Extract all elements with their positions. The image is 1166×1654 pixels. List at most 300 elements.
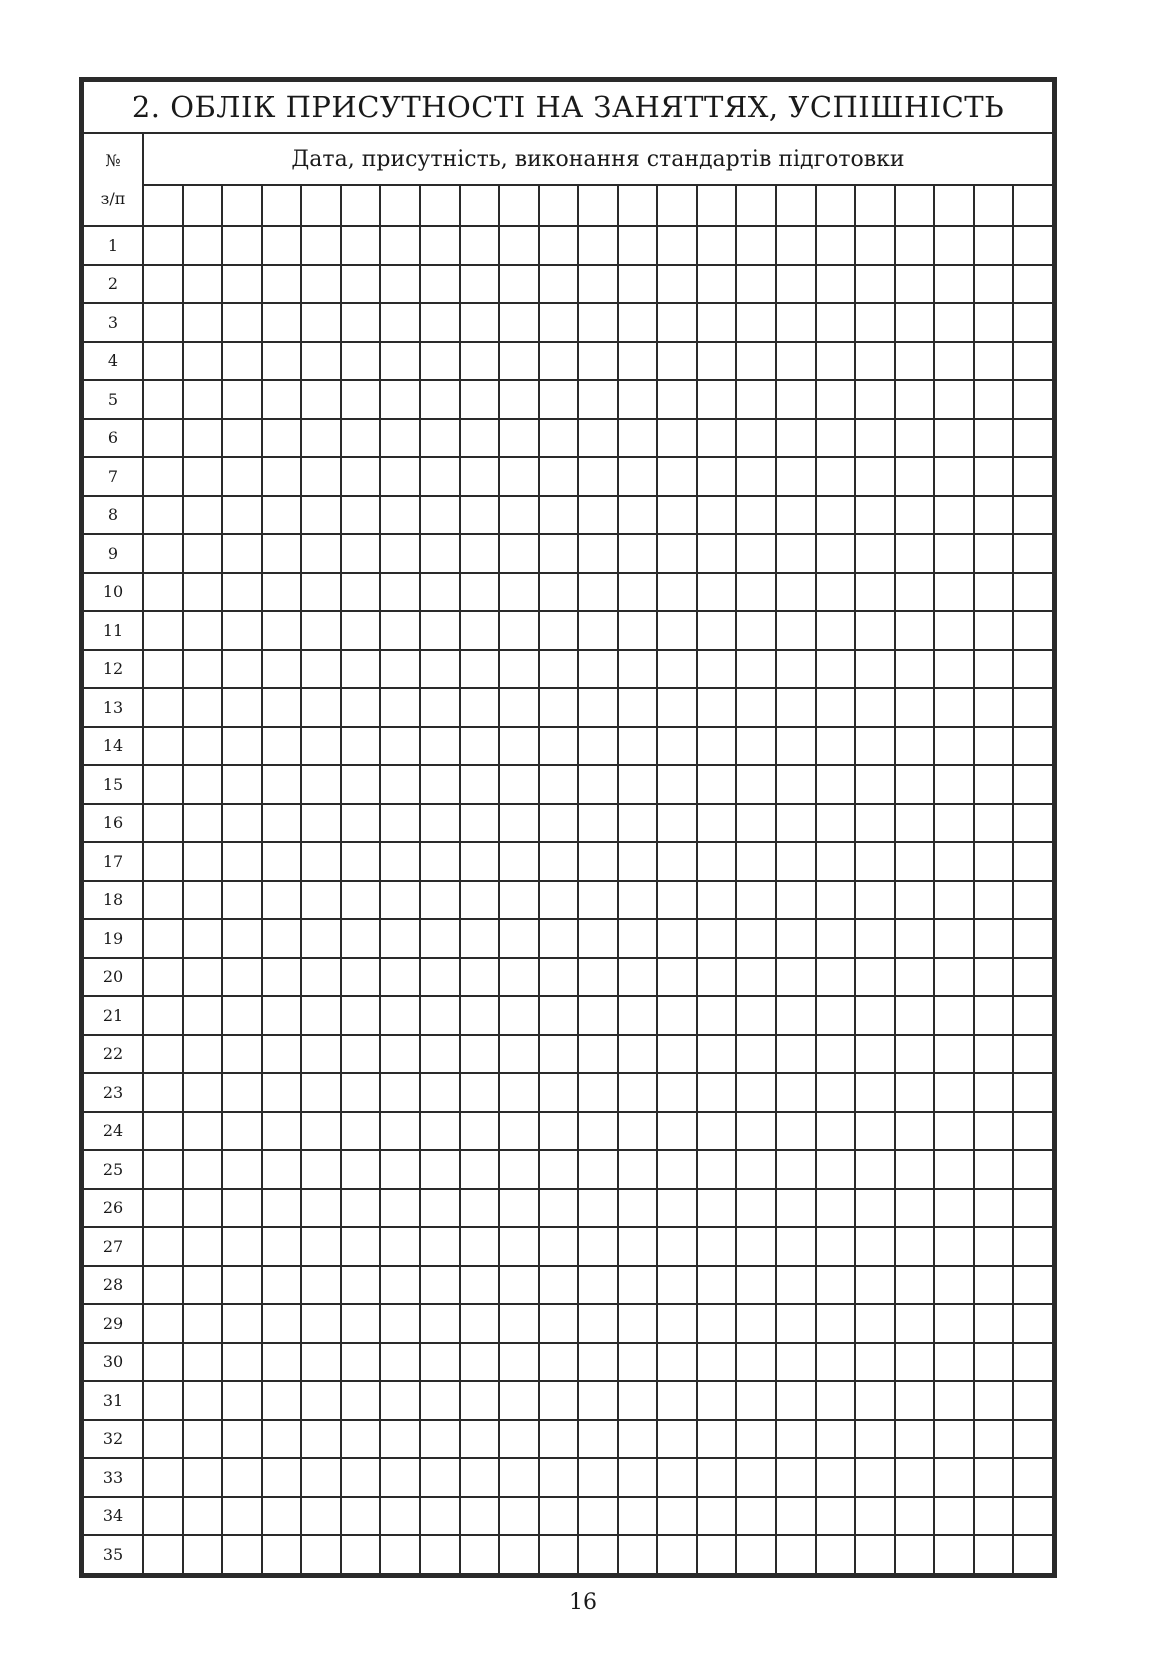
grid-cell[interactable]	[380, 958, 420, 997]
grid-cell[interactable]	[460, 765, 500, 804]
grid-cell[interactable]	[499, 1035, 539, 1074]
grid-cell[interactable]	[934, 996, 974, 1035]
grid-cell[interactable]	[974, 573, 1014, 612]
grid-cell[interactable]	[1013, 419, 1053, 458]
grid-cell[interactable]	[618, 842, 658, 881]
grid-cell[interactable]	[1013, 1381, 1053, 1420]
grid-cell[interactable]	[934, 765, 974, 804]
grid-cell[interactable]	[895, 496, 935, 535]
grid-cell[interactable]	[816, 1458, 856, 1497]
grid-cell[interactable]	[183, 1458, 223, 1497]
grid-cell[interactable]	[301, 496, 341, 535]
grid-cell[interactable]	[776, 650, 816, 689]
grid-cell[interactable]	[736, 958, 776, 997]
grid-cell[interactable]	[895, 1227, 935, 1266]
grid-cell[interactable]	[697, 380, 737, 419]
grid-cell[interactable]	[143, 765, 183, 804]
grid-cell[interactable]	[460, 534, 500, 573]
grid-cell[interactable]	[262, 1458, 302, 1497]
grid-cell[interactable]	[855, 1035, 895, 1074]
grid-cell[interactable]	[460, 1035, 500, 1074]
grid-cell[interactable]	[776, 688, 816, 727]
grid-cell[interactable]	[697, 1304, 737, 1343]
grid-cell[interactable]	[539, 1304, 579, 1343]
grid-cell[interactable]	[143, 496, 183, 535]
grid-cell[interactable]	[539, 804, 579, 843]
grid-cell[interactable]	[657, 303, 697, 342]
grid-cell[interactable]	[460, 226, 500, 265]
grid-cell[interactable]	[301, 1458, 341, 1497]
grid-cell[interactable]	[776, 303, 816, 342]
grid-cell[interactable]	[816, 1035, 856, 1074]
grid-cell[interactable]	[341, 650, 381, 689]
grid-cell[interactable]	[578, 650, 618, 689]
grid-cell[interactable]	[855, 1497, 895, 1536]
grid-cell[interactable]	[301, 1535, 341, 1574]
grid-cell[interactable]	[143, 611, 183, 650]
grid-cell[interactable]	[736, 727, 776, 766]
grid-cell[interactable]	[578, 881, 618, 920]
grid-cell[interactable]	[895, 919, 935, 958]
grid-cell[interactable]	[697, 1381, 737, 1420]
grid-cell[interactable]	[301, 1304, 341, 1343]
grid-cell[interactable]	[1013, 496, 1053, 535]
grid-cell[interactable]	[776, 1458, 816, 1497]
grid-cell[interactable]	[934, 1112, 974, 1151]
grid-cell[interactable]	[460, 380, 500, 419]
grid-cell[interactable]	[143, 1535, 183, 1574]
grid-cell[interactable]	[420, 573, 460, 612]
grid-cell[interactable]	[855, 688, 895, 727]
grid-cell[interactable]	[1013, 1227, 1053, 1266]
grid-cell[interactable]	[143, 650, 183, 689]
grid-cell[interactable]	[974, 1458, 1014, 1497]
grid-cell[interactable]	[578, 1035, 618, 1074]
grid-cell[interactable]	[262, 1150, 302, 1189]
grid-cell[interactable]	[301, 1150, 341, 1189]
grid-cell[interactable]	[736, 265, 776, 304]
date-cell[interactable]	[460, 185, 500, 226]
grid-cell[interactable]	[816, 1497, 856, 1536]
grid-cell[interactable]	[816, 842, 856, 881]
grid-cell[interactable]	[934, 958, 974, 997]
grid-cell[interactable]	[974, 1150, 1014, 1189]
grid-cell[interactable]	[380, 996, 420, 1035]
grid-cell[interactable]	[974, 958, 1014, 997]
date-cell[interactable]	[262, 185, 302, 226]
grid-cell[interactable]	[1013, 342, 1053, 381]
grid-cell[interactable]	[183, 1343, 223, 1382]
grid-cell[interactable]	[420, 1420, 460, 1459]
grid-cell[interactable]	[816, 1073, 856, 1112]
grid-cell[interactable]	[420, 958, 460, 997]
grid-cell[interactable]	[341, 342, 381, 381]
grid-cell[interactable]	[460, 842, 500, 881]
grid-cell[interactable]	[420, 1035, 460, 1074]
grid-cell[interactable]	[855, 303, 895, 342]
grid-cell[interactable]	[341, 573, 381, 612]
grid-cell[interactable]	[499, 650, 539, 689]
grid-cell[interactable]	[697, 573, 737, 612]
grid-cell[interactable]	[143, 419, 183, 458]
grid-cell[interactable]	[262, 1227, 302, 1266]
grid-cell[interactable]	[420, 534, 460, 573]
grid-cell[interactable]	[341, 842, 381, 881]
grid-cell[interactable]	[618, 419, 658, 458]
grid-cell[interactable]	[341, 1458, 381, 1497]
grid-cell[interactable]	[183, 496, 223, 535]
grid-cell[interactable]	[222, 1189, 262, 1228]
grid-cell[interactable]	[262, 419, 302, 458]
date-cell[interactable]	[301, 185, 341, 226]
grid-cell[interactable]	[697, 804, 737, 843]
grid-cell[interactable]	[855, 419, 895, 458]
grid-cell[interactable]	[578, 1150, 618, 1189]
grid-cell[interactable]	[341, 727, 381, 766]
grid-cell[interactable]	[934, 534, 974, 573]
grid-cell[interactable]	[380, 457, 420, 496]
grid-cell[interactable]	[776, 419, 816, 458]
grid-cell[interactable]	[657, 919, 697, 958]
grid-cell[interactable]	[657, 765, 697, 804]
grid-cell[interactable]	[539, 688, 579, 727]
grid-cell[interactable]	[736, 496, 776, 535]
grid-cell[interactable]	[578, 727, 618, 766]
grid-cell[interactable]	[262, 881, 302, 920]
grid-cell[interactable]	[341, 919, 381, 958]
grid-cell[interactable]	[618, 1458, 658, 1497]
grid-cell[interactable]	[855, 1227, 895, 1266]
grid-cell[interactable]	[460, 1458, 500, 1497]
grid-cell[interactable]	[895, 958, 935, 997]
grid-cell[interactable]	[578, 1227, 618, 1266]
grid-cell[interactable]	[816, 303, 856, 342]
grid-cell[interactable]	[895, 1381, 935, 1420]
grid-cell[interactable]	[262, 573, 302, 612]
grid-cell[interactable]	[460, 1227, 500, 1266]
grid-cell[interactable]	[816, 1420, 856, 1459]
grid-cell[interactable]	[657, 842, 697, 881]
grid-cell[interactable]	[222, 958, 262, 997]
grid-cell[interactable]	[855, 496, 895, 535]
grid-cell[interactable]	[341, 804, 381, 843]
grid-cell[interactable]	[578, 1266, 618, 1305]
grid-cell[interactable]	[420, 419, 460, 458]
grid-cell[interactable]	[1013, 265, 1053, 304]
grid-cell[interactable]	[934, 1266, 974, 1305]
grid-cell[interactable]	[301, 380, 341, 419]
grid-cell[interactable]	[539, 380, 579, 419]
grid-cell[interactable]	[539, 1343, 579, 1382]
date-cell[interactable]	[697, 185, 737, 226]
grid-cell[interactable]	[380, 1343, 420, 1382]
grid-cell[interactable]	[183, 1189, 223, 1228]
grid-cell[interactable]	[143, 1420, 183, 1459]
grid-cell[interactable]	[934, 1381, 974, 1420]
grid-cell[interactable]	[657, 1458, 697, 1497]
grid-cell[interactable]	[262, 265, 302, 304]
grid-cell[interactable]	[143, 342, 183, 381]
grid-cell[interactable]	[143, 380, 183, 419]
grid-cell[interactable]	[1013, 765, 1053, 804]
grid-cell[interactable]	[895, 303, 935, 342]
grid-cell[interactable]	[183, 265, 223, 304]
grid-cell[interactable]	[499, 1266, 539, 1305]
grid-cell[interactable]	[499, 1343, 539, 1382]
grid-cell[interactable]	[183, 611, 223, 650]
grid-cell[interactable]	[934, 457, 974, 496]
grid-cell[interactable]	[618, 804, 658, 843]
grid-cell[interactable]	[736, 1150, 776, 1189]
grid-cell[interactable]	[222, 804, 262, 843]
grid-cell[interactable]	[341, 226, 381, 265]
grid-cell[interactable]	[539, 958, 579, 997]
grid-cell[interactable]	[618, 1381, 658, 1420]
grid-cell[interactable]	[183, 573, 223, 612]
date-cell[interactable]	[499, 185, 539, 226]
grid-cell[interactable]	[301, 688, 341, 727]
grid-cell[interactable]	[934, 380, 974, 419]
grid-cell[interactable]	[1013, 226, 1053, 265]
grid-cell[interactable]	[974, 1227, 1014, 1266]
grid-cell[interactable]	[222, 303, 262, 342]
grid-cell[interactable]	[183, 1150, 223, 1189]
grid-cell[interactable]	[460, 1073, 500, 1112]
grid-cell[interactable]	[183, 688, 223, 727]
grid-cell[interactable]	[657, 727, 697, 766]
grid-cell[interactable]	[262, 1073, 302, 1112]
date-cell[interactable]	[143, 185, 183, 226]
grid-cell[interactable]	[697, 1420, 737, 1459]
grid-cell[interactable]	[618, 881, 658, 920]
grid-cell[interactable]	[618, 1227, 658, 1266]
grid-cell[interactable]	[262, 380, 302, 419]
grid-cell[interactable]	[1013, 457, 1053, 496]
grid-cell[interactable]	[183, 919, 223, 958]
grid-cell[interactable]	[341, 380, 381, 419]
grid-cell[interactable]	[816, 226, 856, 265]
grid-cell[interactable]	[539, 765, 579, 804]
grid-cell[interactable]	[736, 226, 776, 265]
grid-cell[interactable]	[578, 380, 618, 419]
grid-cell[interactable]	[578, 303, 618, 342]
grid-cell[interactable]	[1013, 534, 1053, 573]
grid-cell[interactable]	[736, 804, 776, 843]
grid-cell[interactable]	[657, 380, 697, 419]
grid-cell[interactable]	[222, 1420, 262, 1459]
grid-cell[interactable]	[816, 804, 856, 843]
grid-cell[interactable]	[618, 534, 658, 573]
grid-cell[interactable]	[539, 1073, 579, 1112]
grid-cell[interactable]	[499, 226, 539, 265]
grid-cell[interactable]	[143, 573, 183, 612]
grid-cell[interactable]	[816, 958, 856, 997]
grid-cell[interactable]	[736, 650, 776, 689]
grid-cell[interactable]	[222, 342, 262, 381]
grid-cell[interactable]	[895, 650, 935, 689]
grid-cell[interactable]	[816, 1266, 856, 1305]
grid-cell[interactable]	[776, 496, 816, 535]
grid-cell[interactable]	[697, 1227, 737, 1266]
grid-cell[interactable]	[855, 226, 895, 265]
grid-cell[interactable]	[736, 303, 776, 342]
grid-cell[interactable]	[855, 958, 895, 997]
grid-cell[interactable]	[380, 1227, 420, 1266]
grid-cell[interactable]	[460, 727, 500, 766]
grid-cell[interactable]	[578, 1420, 618, 1459]
grid-cell[interactable]	[499, 842, 539, 881]
grid-cell[interactable]	[816, 1112, 856, 1151]
grid-cell[interactable]	[736, 1304, 776, 1343]
grid-cell[interactable]	[736, 1227, 776, 1266]
grid-cell[interactable]	[499, 1227, 539, 1266]
grid-cell[interactable]	[895, 534, 935, 573]
grid-cell[interactable]	[380, 1035, 420, 1074]
grid-cell[interactable]	[420, 303, 460, 342]
grid-cell[interactable]	[855, 1535, 895, 1574]
grid-cell[interactable]	[539, 650, 579, 689]
grid-cell[interactable]	[1013, 1266, 1053, 1305]
grid-cell[interactable]	[262, 611, 302, 650]
grid-cell[interactable]	[736, 1189, 776, 1228]
grid-cell[interactable]	[736, 1420, 776, 1459]
grid-cell[interactable]	[895, 1150, 935, 1189]
grid-cell[interactable]	[380, 804, 420, 843]
grid-cell[interactable]	[143, 1304, 183, 1343]
grid-cell[interactable]	[380, 1535, 420, 1574]
grid-cell[interactable]	[183, 1112, 223, 1151]
grid-cell[interactable]	[301, 611, 341, 650]
grid-cell[interactable]	[143, 881, 183, 920]
grid-cell[interactable]	[539, 1420, 579, 1459]
grid-cell[interactable]	[1013, 842, 1053, 881]
grid-cell[interactable]	[895, 804, 935, 843]
grid-cell[interactable]	[539, 342, 579, 381]
grid-cell[interactable]	[855, 1189, 895, 1228]
grid-cell[interactable]	[578, 1497, 618, 1536]
date-cell[interactable]	[341, 185, 381, 226]
grid-cell[interactable]	[183, 1535, 223, 1574]
grid-cell[interactable]	[657, 650, 697, 689]
grid-cell[interactable]	[776, 1343, 816, 1382]
grid-cell[interactable]	[736, 765, 776, 804]
grid-cell[interactable]	[222, 457, 262, 496]
grid-cell[interactable]	[380, 1381, 420, 1420]
grid-cell[interactable]	[380, 727, 420, 766]
grid-cell[interactable]	[697, 688, 737, 727]
grid-cell[interactable]	[816, 765, 856, 804]
grid-cell[interactable]	[301, 958, 341, 997]
grid-cell[interactable]	[460, 996, 500, 1035]
grid-cell[interactable]	[657, 1497, 697, 1536]
grid-cell[interactable]	[301, 1112, 341, 1151]
grid-cell[interactable]	[143, 457, 183, 496]
grid-cell[interactable]	[341, 611, 381, 650]
grid-cell[interactable]	[895, 1304, 935, 1343]
grid-cell[interactable]	[380, 1112, 420, 1151]
grid-cell[interactable]	[974, 688, 1014, 727]
grid-cell[interactable]	[816, 1189, 856, 1228]
grid-cell[interactable]	[618, 380, 658, 419]
grid-cell[interactable]	[578, 419, 618, 458]
grid-cell[interactable]	[855, 1458, 895, 1497]
date-cell[interactable]	[1013, 185, 1053, 226]
grid-cell[interactable]	[262, 1420, 302, 1459]
grid-cell[interactable]	[539, 1227, 579, 1266]
grid-cell[interactable]	[578, 1381, 618, 1420]
grid-cell[interactable]	[736, 842, 776, 881]
grid-cell[interactable]	[539, 265, 579, 304]
grid-cell[interactable]	[697, 534, 737, 573]
grid-cell[interactable]	[816, 996, 856, 1035]
grid-cell[interactable]	[499, 534, 539, 573]
grid-cell[interactable]	[222, 1073, 262, 1112]
grid-cell[interactable]	[1013, 380, 1053, 419]
grid-cell[interactable]	[657, 1420, 697, 1459]
grid-cell[interactable]	[578, 534, 618, 573]
grid-cell[interactable]	[697, 919, 737, 958]
grid-cell[interactable]	[1013, 1458, 1053, 1497]
grid-cell[interactable]	[855, 1073, 895, 1112]
grid-cell[interactable]	[895, 1035, 935, 1074]
grid-cell[interactable]	[776, 1266, 816, 1305]
grid-cell[interactable]	[341, 1227, 381, 1266]
grid-cell[interactable]	[618, 1112, 658, 1151]
grid-cell[interactable]	[974, 1035, 1014, 1074]
grid-cell[interactable]	[499, 1304, 539, 1343]
grid-cell[interactable]	[736, 1458, 776, 1497]
grid-cell[interactable]	[974, 1304, 1014, 1343]
grid-cell[interactable]	[974, 457, 1014, 496]
grid-cell[interactable]	[143, 1150, 183, 1189]
grid-cell[interactable]	[657, 1535, 697, 1574]
date-cell[interactable]	[222, 185, 262, 226]
grid-cell[interactable]	[855, 342, 895, 381]
grid-cell[interactable]	[657, 1227, 697, 1266]
grid-cell[interactable]	[222, 765, 262, 804]
grid-cell[interactable]	[460, 611, 500, 650]
grid-cell[interactable]	[974, 380, 1014, 419]
grid-cell[interactable]	[816, 1227, 856, 1266]
grid-cell[interactable]	[816, 265, 856, 304]
grid-cell[interactable]	[618, 1150, 658, 1189]
grid-cell[interactable]	[855, 1266, 895, 1305]
grid-cell[interactable]	[697, 342, 737, 381]
grid-cell[interactable]	[934, 1497, 974, 1536]
grid-cell[interactable]	[657, 1343, 697, 1382]
grid-cell[interactable]	[934, 1227, 974, 1266]
grid-cell[interactable]	[499, 1189, 539, 1228]
grid-cell[interactable]	[697, 650, 737, 689]
grid-cell[interactable]	[1013, 1535, 1053, 1574]
grid-cell[interactable]	[1013, 1189, 1053, 1228]
grid-cell[interactable]	[895, 380, 935, 419]
grid-cell[interactable]	[974, 1381, 1014, 1420]
grid-cell[interactable]	[143, 226, 183, 265]
grid-cell[interactable]	[657, 881, 697, 920]
grid-cell[interactable]	[618, 611, 658, 650]
grid-cell[interactable]	[934, 265, 974, 304]
grid-cell[interactable]	[578, 1073, 618, 1112]
grid-cell[interactable]	[618, 650, 658, 689]
grid-cell[interactable]	[736, 380, 776, 419]
grid-cell[interactable]	[301, 881, 341, 920]
date-cell[interactable]	[618, 185, 658, 226]
grid-cell[interactable]	[618, 1304, 658, 1343]
grid-cell[interactable]	[262, 1497, 302, 1536]
grid-cell[interactable]	[183, 958, 223, 997]
grid-cell[interactable]	[460, 419, 500, 458]
